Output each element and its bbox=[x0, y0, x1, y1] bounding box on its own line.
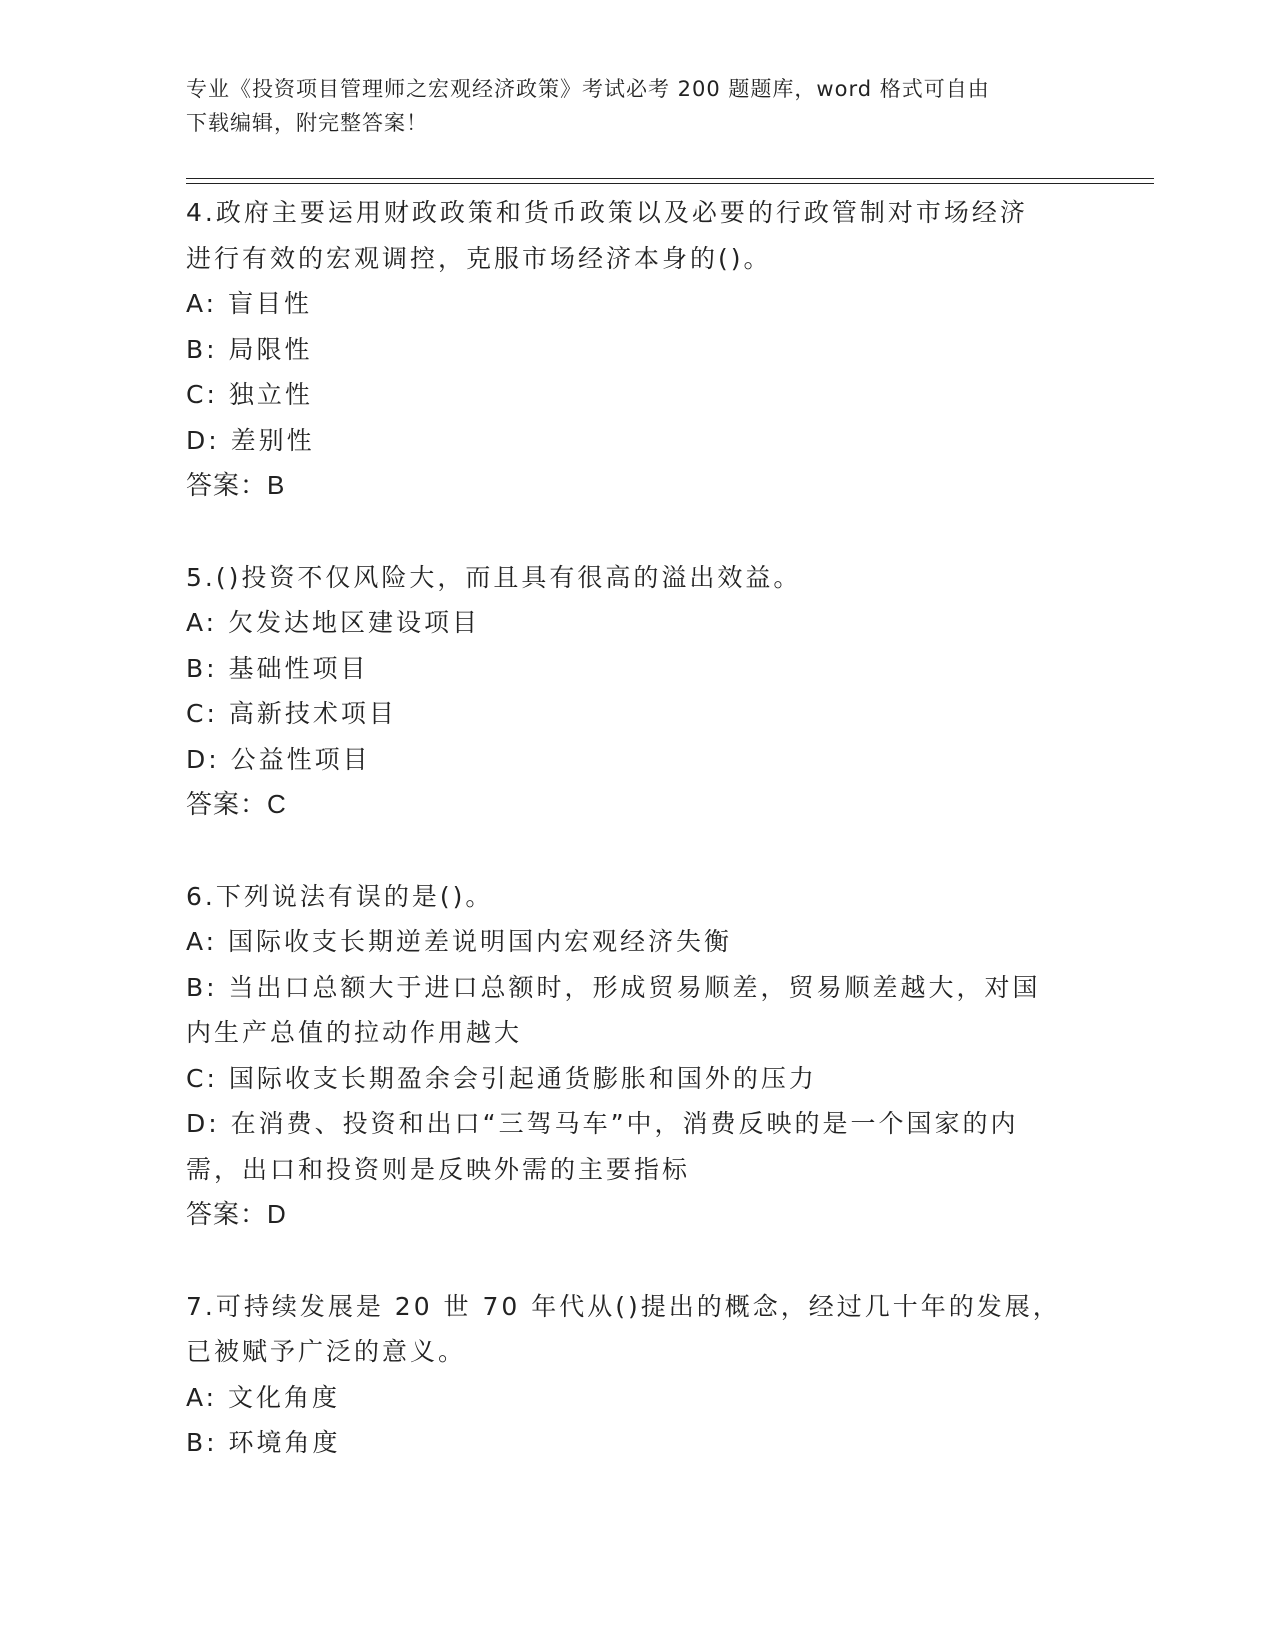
answer-option-line: D: 在消费、投资和出口“三驾马车”中，消费反映的是一个国家的内 bbox=[186, 1109, 1019, 1138]
header-line-2: 下载编辑，附完整答案！ bbox=[186, 111, 428, 135]
answer-key: 答案：C bbox=[186, 789, 287, 819]
answer-option-line: A: 文化角度 bbox=[186, 1382, 341, 1412]
answer-option-line: A: 国际收支长期逆差说明国内宏观经济失衡 bbox=[186, 927, 733, 956]
question-stem-line: 已被赋予广泛的意义。 bbox=[186, 1337, 467, 1366]
answer-option bbox=[186, 418, 1086, 464]
question-stem-line: 进行有效的宏观调控，克服市场经济本身的()。 bbox=[186, 243, 772, 273]
answer-option bbox=[186, 646, 1086, 692]
answer-option bbox=[186, 919, 1086, 965]
answer-option-line: B: 当出口总额大于进口总额时，形成贸易顺差，贸易顺差越大，对国 bbox=[186, 972, 1041, 1002]
answer-option bbox=[186, 1056, 1086, 1102]
answer-key: 答案：B bbox=[186, 470, 286, 500]
answer-option-line: 内生产总值的拉动作用越大 bbox=[186, 1018, 523, 1047]
question-spacer bbox=[186, 1238, 1086, 1284]
header-line-1: 专业《投资项目管理师之宏观经济政策》考试必考 200 题题库，word 格式可自由 bbox=[186, 77, 990, 101]
header-rule-bottom bbox=[186, 183, 1154, 184]
question-block bbox=[186, 1284, 1086, 1466]
header-rule-top bbox=[186, 178, 1154, 179]
question-stem-line: 7.可持续发展是 20 世 70 年代从()提出的概念，经过几十年的发展， bbox=[186, 1291, 1061, 1321]
answer-option-line: B: 环境角度 bbox=[186, 1428, 341, 1457]
question-stem bbox=[186, 190, 1086, 281]
question-block bbox=[186, 874, 1086, 1238]
answer-option bbox=[186, 1375, 1086, 1421]
answer-option bbox=[186, 1101, 1086, 1192]
answer-option-line: C: 高新技术项目 bbox=[186, 699, 397, 728]
question-stem bbox=[186, 1284, 1086, 1375]
answer-option-line: B: 局限性 bbox=[186, 334, 313, 364]
question-stem-line: 4.政府主要运用财政政策和货币政策以及必要的行政管制对市场经济 bbox=[186, 198, 1028, 227]
question-stem-line: 6.下列说法有误的是()。 bbox=[186, 881, 494, 911]
answer-option bbox=[186, 281, 1086, 327]
answer-option-line: A: 欠发达地区建设项目 bbox=[186, 608, 481, 637]
answer-option bbox=[186, 327, 1086, 373]
answer-option-line: 需，出口和投资则是反映外需的主要指标 bbox=[186, 1154, 691, 1184]
document-header bbox=[186, 72, 1066, 140]
answer-option bbox=[186, 600, 1086, 646]
answer-option bbox=[186, 965, 1086, 1056]
answer-option bbox=[186, 1420, 1086, 1466]
question-list bbox=[186, 190, 1086, 1466]
question-spacer bbox=[186, 509, 1086, 555]
question-spacer bbox=[186, 828, 1086, 874]
answer-option bbox=[186, 372, 1086, 418]
question-block bbox=[186, 555, 1086, 828]
answer-option-line: C: 独立性 bbox=[186, 380, 313, 409]
answer-option bbox=[186, 691, 1086, 737]
answer-option-line: A: 盲目性 bbox=[186, 289, 313, 318]
answer-option-line: D: 差别性 bbox=[186, 425, 315, 455]
answer-option-line: B: 基础性项目 bbox=[186, 653, 369, 683]
answer-key: 答案：D bbox=[186, 1199, 287, 1229]
answer-option bbox=[186, 737, 1086, 783]
question-stem bbox=[186, 555, 1086, 601]
answer-option-line: D: 公益性项目 bbox=[186, 744, 371, 774]
answer-option-line: C: 国际收支长期盈余会引起通货膨胀和国外的压力 bbox=[186, 1063, 817, 1093]
question-stem-line: 5.()投资不仅风险大，而且具有很高的溢出效益。 bbox=[186, 562, 802, 592]
question-block bbox=[186, 190, 1086, 509]
question-stem bbox=[186, 874, 1086, 920]
